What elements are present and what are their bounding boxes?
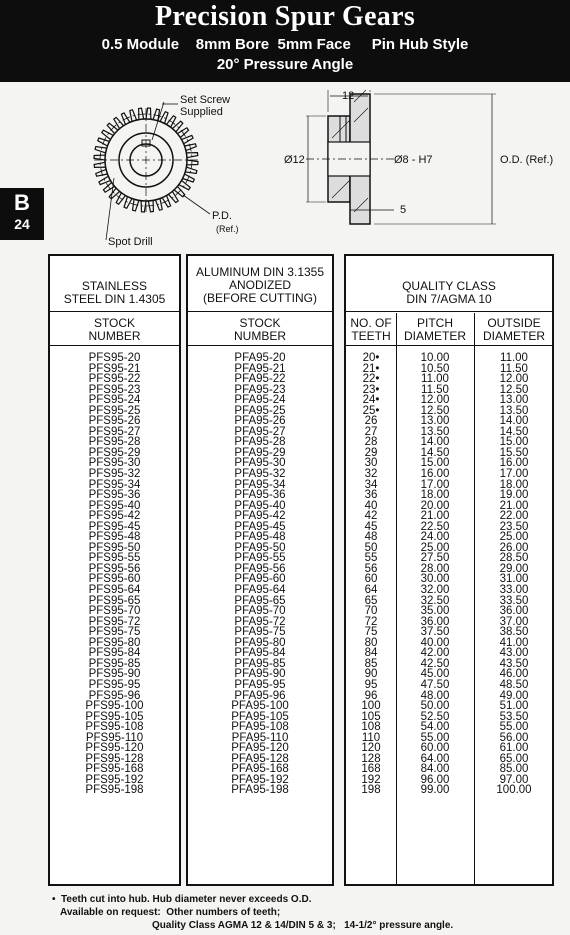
- aluminum-stock-number: PFA95-45: [234, 520, 286, 533]
- number-of-teeth: 36: [364, 489, 378, 502]
- pitch-diameter: 22.50: [420, 520, 450, 533]
- number-of-teeth: 75: [364, 626, 378, 639]
- pitch-diameter: 10.00: [420, 352, 450, 364]
- stainless-stock-number: PFS95-168: [85, 763, 144, 776]
- outside-diameter: 53.50: [499, 710, 529, 723]
- outside-diameter: 14.00: [499, 415, 529, 428]
- aluminum-stock-number: PFA95-96: [234, 689, 286, 702]
- outside-diameter: 21.00: [499, 499, 529, 512]
- aluminum-stock-number: PFA95-30: [234, 457, 286, 470]
- pitch-diameter: 55.00: [420, 731, 450, 744]
- pitch-diameter: 24.00: [420, 531, 450, 544]
- outside-diameter: 56.00: [499, 731, 529, 744]
- outside-diameter: 25.00: [499, 531, 529, 544]
- number-of-teeth: 96: [364, 689, 378, 702]
- stainless-stock-number: PFS95-45: [88, 520, 141, 533]
- number-of-teeth: 50: [364, 541, 378, 554]
- outside-diameter: 12.00: [499, 373, 529, 386]
- outside-diameter-column-header: OUTSIDE DIAMETER: [482, 316, 545, 343]
- aluminum-stock-number: PFA95-50: [234, 541, 286, 554]
- spot-drill-label: Spot Drill: [108, 236, 153, 248]
- pd-ref-label: (Ref.): [216, 224, 239, 234]
- stainless-stock-number: PFS95-95: [88, 678, 141, 691]
- stainless-stock-number: PFS95-34: [88, 478, 141, 491]
- aluminum-stock-number: PFA95-40: [234, 499, 286, 512]
- stainless-stock-number: PFS95-80: [88, 636, 141, 649]
- aluminum-stock-number: PFA95-100: [231, 700, 289, 713]
- outside-diameter: 48.50: [499, 678, 529, 691]
- pitch-diameter: 47.50: [420, 678, 450, 691]
- outside-diameter: 65.00: [499, 752, 529, 765]
- outside-diameter: 85.00: [499, 763, 529, 776]
- number-of-teeth: 108: [361, 721, 381, 734]
- outside-diameter: 14.50: [499, 425, 529, 438]
- footnote-available: Available on request: Other numbers of teeth;: [52, 907, 281, 918]
- stainless-stock-number: PFS95-55: [88, 552, 141, 565]
- number-of-teeth: 84: [364, 647, 378, 660]
- outside-diameter: 41.00: [499, 636, 529, 649]
- number-of-teeth: 25•: [362, 404, 380, 417]
- number-of-teeth: 29: [364, 446, 378, 459]
- outside-diameter: 31.00: [499, 573, 529, 586]
- outside-diameter: 100.00: [496, 784, 532, 797]
- aluminum-stock-number: PFA95-90: [234, 668, 286, 681]
- stainless-steel-table: [48, 254, 181, 886]
- number-of-teeth: 70: [364, 605, 378, 618]
- number-of-teeth: 32: [364, 468, 378, 481]
- number-of-teeth: 21•: [362, 362, 380, 375]
- outside-diameter: 55.00: [499, 721, 529, 734]
- pitch-diameter: 48.00: [420, 689, 450, 702]
- footnote-options: Quality Class AGMA 12 & 14/DIN 5 & 3; 14-1/2° pressure angle.: [52, 920, 454, 931]
- set-screw-label: Set Screw Supplied: [180, 94, 231, 118]
- pitch-diameter: 12.00: [420, 394, 450, 407]
- stainless-stock-number: PFS95-84: [88, 647, 141, 660]
- pitch-diameter: 11.50: [421, 383, 449, 396]
- pitch-diameter: 35.00: [420, 605, 450, 618]
- aluminum-stock-number: PFA95-23: [234, 383, 286, 396]
- face-width-dimension: 5: [400, 204, 407, 216]
- outside-diameter: 26.00: [499, 541, 529, 554]
- outside-diameter: 18.00: [499, 478, 529, 491]
- pitch-diameter: 50.00: [420, 700, 450, 713]
- number-of-teeth: 72: [364, 615, 378, 628]
- outside-diameter-rows: [474, 353, 554, 796]
- pitch-diameter: 42.50: [420, 657, 450, 670]
- aluminum-stock-number: PFA95-28: [234, 436, 286, 449]
- stainless-stock-number-header: STOCK NUMBER: [88, 316, 141, 343]
- stainless-stock-number: PFS95-65: [88, 594, 141, 607]
- number-of-teeth: 65: [364, 594, 378, 607]
- aluminum-stock-number: PFA95-22: [234, 373, 286, 386]
- outside-diameter: 15.00: [499, 436, 529, 449]
- stainless-stock-number: PFS95-48: [88, 531, 141, 544]
- stainless-stock-number: PFS95-36: [88, 489, 141, 502]
- number-of-teeth: 90: [364, 668, 378, 681]
- aluminum-stock-number: PFA95-25: [234, 404, 286, 417]
- section-letter: B: [14, 190, 30, 215]
- stainless-stock-number: PFS95-75: [88, 626, 141, 639]
- pitch-diameter: 36.00: [420, 615, 450, 628]
- pitch-diameter: 32.50: [420, 594, 450, 607]
- pitch-diameter: 99.00: [420, 784, 450, 797]
- stainless-stock-number: PFS95-100: [85, 700, 144, 713]
- stainless-stock-number: PFS95-27: [88, 425, 141, 438]
- pd-label: P.D.: [212, 210, 232, 222]
- teeth-column-header: NO. OF TEETH: [350, 316, 392, 343]
- stainless-stock-number: PFS95-21: [88, 362, 141, 375]
- aluminum-stock-number: PFA95-26: [234, 415, 286, 428]
- number-of-teeth: 27: [364, 425, 378, 438]
- outside-diameter: 43.00: [499, 647, 529, 660]
- stainless-stock-number: PFS95-25: [88, 404, 141, 417]
- aluminum-stock-number: PFA95-110: [231, 731, 289, 744]
- stainless-stock-number: PFS95-108: [85, 721, 144, 734]
- outside-diameter: 22.00: [499, 510, 529, 523]
- aluminum-stock-number: PFA95-24: [234, 394, 286, 407]
- stainless-stock-number: PFS95-128: [85, 752, 144, 765]
- number-of-teeth: 120: [361, 742, 381, 755]
- aluminum-rows: [188, 353, 332, 796]
- aluminum-stock-number: PFA95-60: [234, 573, 286, 586]
- stainless-stock-number: PFS95-22: [88, 373, 141, 386]
- number-of-teeth: 45: [364, 520, 378, 533]
- outside-diameter: 46.00: [499, 668, 529, 681]
- aluminum-material-header: ALUMINUM DIN 3.1355 ANODIZED (BEFORE CUTTING): [195, 265, 325, 305]
- stainless-stock-number: PFS95-56: [88, 562, 141, 575]
- aluminum-stock-number: PFA95-27: [234, 425, 286, 438]
- aluminum-stock-number: PFA95-192: [231, 773, 289, 786]
- number-of-teeth: 22•: [362, 373, 380, 386]
- stainless-stock-number: PFS95-110: [85, 731, 144, 744]
- gear-drawing-svg: [44, 82, 570, 252]
- stainless-stock-number: PFS95-96: [88, 689, 141, 702]
- aluminum-stock-number: PFA95-20: [234, 352, 286, 364]
- stainless-stock-number: PFS95-50: [88, 541, 141, 554]
- outside-diameter: 36.00: [499, 605, 529, 618]
- pitch-diameter: 17.00: [420, 478, 450, 491]
- stainless-stock-number: PFS95-40: [88, 499, 141, 512]
- stainless-stock-number: PFS95-20: [88, 352, 141, 364]
- pitch-diameter: 52.50: [420, 710, 450, 723]
- number-of-teeth: 85: [364, 657, 378, 670]
- aluminum-stock-number: PFA95-72: [234, 615, 286, 628]
- number-of-teeth: 40: [364, 499, 378, 512]
- stainless-stock-number: PFS95-72: [88, 615, 141, 628]
- number-of-teeth: 24•: [362, 394, 380, 407]
- pitch-diameter: 20.00: [420, 499, 450, 512]
- outside-diameter: 13.50: [499, 404, 529, 417]
- pitch-diameter: 15.00: [420, 457, 450, 470]
- number-of-teeth: 128: [361, 752, 381, 765]
- outside-diameter: 49.00: [499, 689, 529, 702]
- stainless-stock-number: PFS95-120: [85, 742, 144, 755]
- pitch-diameter: 25.00: [420, 541, 450, 554]
- aluminum-stock-number: PFA95-108: [231, 721, 289, 734]
- pitch-diameter: 21.00: [420, 510, 450, 523]
- bore-dimension: Ø8 - H7: [394, 154, 433, 166]
- number-of-teeth: 198: [361, 784, 381, 797]
- number-of-teeth: 30: [364, 457, 378, 470]
- aluminum-stock-number: PFA95-34: [234, 478, 286, 491]
- technical-drawings: [44, 82, 570, 252]
- stainless-stock-number: PFS95-26: [88, 415, 141, 428]
- teeth-rows: [346, 353, 396, 796]
- number-of-teeth: 110: [361, 731, 381, 744]
- aluminum-stock-number: PFA95-85: [234, 657, 286, 670]
- stainless-stock-number: PFS95-64: [88, 584, 141, 597]
- pitch-diameter: 32.00: [420, 584, 450, 597]
- pitch-diameter: 16.00: [420, 468, 450, 481]
- subtitle-pressure-angle: 20° Pressure Angle: [216, 56, 354, 73]
- outside-diameter: 33.00: [499, 584, 529, 597]
- outside-diameter: 38.50: [499, 626, 529, 639]
- pitch-diameter: 14.50: [420, 446, 450, 459]
- aluminum-stock-number: PFA95-168: [231, 763, 289, 776]
- number-of-teeth: 20•: [362, 352, 380, 364]
- number-of-teeth: 100: [361, 700, 381, 713]
- outside-diameter: 28.50: [499, 552, 529, 565]
- number-of-teeth: 42: [364, 510, 378, 523]
- number-of-teeth: 34: [364, 478, 378, 491]
- pitch-diameter: 13.00: [420, 415, 450, 428]
- page-title: Precision Spur Gears: [154, 1, 416, 32]
- aluminum-stock-number: PFA95-65: [234, 594, 286, 607]
- outside-diameter: 23.50: [499, 520, 529, 533]
- aluminum-stock-number: PFA95-36: [234, 489, 286, 502]
- hub-length-dimension: 12: [342, 90, 355, 102]
- aluminum-stock-number: PFA95-42: [234, 510, 286, 523]
- pitch-diameter: 45.00: [420, 668, 450, 681]
- section-tab: [0, 188, 44, 240]
- subtitle-specs: 0.5 Module 8mm Bore 5mm Face Pin Hub Style: [101, 36, 469, 53]
- outside-diameter: 61.00: [499, 742, 529, 755]
- stainless-stock-number: PFS95-28: [88, 436, 141, 449]
- footnotes: [52, 893, 453, 932]
- outside-diameter: 16.00: [499, 457, 529, 470]
- outside-diameter: 11.00: [500, 352, 528, 364]
- title-banner: [0, 0, 570, 82]
- number-of-teeth: 56: [364, 562, 378, 575]
- stainless-stock-number: PFS95-32: [88, 468, 141, 481]
- stainless-stock-number: PFS95-90: [88, 668, 141, 681]
- aluminum-stock-number: PFA95-84: [234, 647, 286, 660]
- footnote-hub: • Teeth cut into hub. Hub diameter never exceeds O.D.: [52, 894, 312, 905]
- aluminum-stock-number: PFA95-95: [234, 678, 286, 691]
- number-of-teeth: 48: [364, 531, 378, 544]
- number-of-teeth: 28: [364, 436, 378, 449]
- aluminum-stock-number: PFA95-21: [234, 362, 286, 375]
- aluminum-stock-number: PFA95-80: [234, 636, 286, 649]
- aluminum-table: [186, 254, 334, 886]
- outside-diameter: 97.00: [499, 773, 529, 786]
- aluminum-stock-number: PFA95-29: [234, 446, 286, 459]
- stainless-stock-number: PFS95-24: [88, 394, 141, 407]
- outside-diameter: 19.00: [499, 489, 529, 502]
- stainless-material-header: STAINLESS STEEL DIN 1.4305: [63, 279, 166, 306]
- pitch-diameter: 18.00: [420, 489, 450, 502]
- quality-class-header: QUALITY CLASS DIN 7/AGMA 10: [402, 279, 496, 306]
- outside-diameter: 33.50: [499, 594, 529, 607]
- section-page-number: 24: [14, 216, 30, 232]
- pitch-diameter: 11.00: [421, 373, 449, 386]
- aluminum-stock-number: PFA95-75: [234, 626, 286, 639]
- pitch-diameter: 96.00: [420, 773, 450, 786]
- number-of-teeth: 55: [364, 552, 378, 565]
- aluminum-stock-number-header: STOCK NUMBER: [233, 316, 286, 343]
- stainless-rows: [50, 353, 179, 796]
- outside-diameter: 43.50: [499, 657, 529, 670]
- pitch-diameter: 84.00: [420, 763, 450, 776]
- pitch-diameter: 13.50: [420, 425, 450, 438]
- stainless-stock-number: PFS95-42: [88, 510, 141, 523]
- aluminum-stock-number: PFA95-128: [231, 752, 289, 765]
- gear-front-view: [94, 102, 210, 240]
- outside-diameter: 51.00: [499, 700, 529, 713]
- pitch-diameter: 14.00: [420, 436, 450, 449]
- number-of-teeth: 64: [364, 584, 378, 597]
- stainless-stock-number: PFS95-30: [88, 457, 141, 470]
- outside-diameter: 37.00: [499, 615, 529, 628]
- number-of-teeth: 105: [361, 710, 381, 723]
- stainless-stock-number: PFS95-29: [88, 446, 141, 459]
- aluminum-stock-number: PFA95-198: [231, 784, 289, 797]
- pitch-diameter: 28.00: [420, 562, 450, 575]
- aluminum-stock-number: PFA95-48: [234, 531, 286, 544]
- aluminum-stock-number: PFA95-32: [234, 468, 286, 481]
- aluminum-stock-number: PFA95-120: [231, 742, 289, 755]
- pitch-diameter: 37.50: [420, 626, 450, 639]
- pitch-diameter: 54.00: [420, 721, 450, 734]
- number-of-teeth: 95: [364, 678, 378, 691]
- pitch-diameter: 12.50: [420, 404, 450, 417]
- pitch-diameter: 27.50: [420, 552, 450, 565]
- outside-diameter-dimension: O.D. (Ref.): [500, 154, 554, 166]
- outside-diameter: 15.50: [499, 446, 529, 459]
- stainless-stock-number: PFS95-23: [88, 383, 141, 396]
- number-of-teeth: 23•: [362, 383, 380, 396]
- pitch-diameter: 64.00: [420, 752, 450, 765]
- aluminum-stock-number: PFA95-64: [234, 584, 286, 597]
- stainless-stock-number: PFS95-70: [88, 605, 141, 618]
- pitch-diameter: 40.00: [420, 636, 450, 649]
- aluminum-stock-number: PFA95-70: [234, 605, 286, 618]
- pitch-diameter-rows: [396, 353, 474, 796]
- number-of-teeth: 192: [361, 773, 381, 786]
- hub-diameter-dimension: Ø12: [284, 154, 305, 166]
- stainless-stock-number: PFS95-198: [85, 784, 144, 797]
- number-of-teeth: 80: [364, 636, 378, 649]
- stainless-stock-number: PFS95-105: [85, 710, 144, 723]
- quality-class-table: [344, 254, 554, 886]
- aluminum-stock-number: PFA95-55: [234, 552, 286, 565]
- stainless-stock-number: PFS95-85: [88, 657, 141, 670]
- number-of-teeth: 60: [364, 573, 378, 586]
- pitch-diameter: 30.00: [420, 573, 450, 586]
- number-of-teeth: 26: [364, 415, 378, 428]
- stainless-stock-number: PFS95-60: [88, 573, 141, 586]
- pitch-diameter: 60.00: [420, 742, 450, 755]
- outside-diameter: 12.50: [499, 383, 529, 396]
- outside-diameter: 11.50: [500, 362, 528, 375]
- stainless-stock-number: PFS95-192: [85, 773, 144, 786]
- outside-diameter: 17.00: [499, 468, 529, 481]
- aluminum-stock-number: PFA95-56: [234, 562, 286, 575]
- outside-diameter: 13.00: [499, 394, 529, 407]
- number-of-teeth: 168: [361, 763, 381, 776]
- pitch-diameter-column-header: PITCH DIAMETER: [403, 316, 466, 343]
- pitch-diameter: 42.00: [420, 647, 450, 660]
- outside-diameter: 29.00: [499, 562, 529, 575]
- aluminum-stock-number: PFA95-105: [231, 710, 289, 723]
- pitch-diameter: 10.50: [420, 362, 450, 375]
